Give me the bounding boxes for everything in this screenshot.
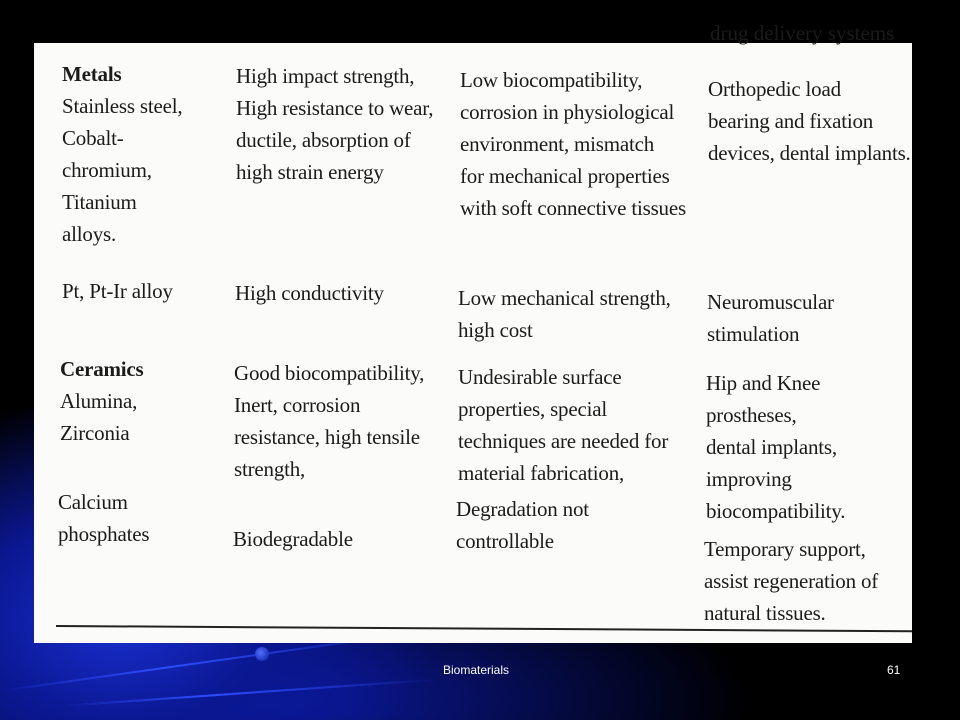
row-ceramics-material: Alumina, Zirconia <box>60 389 138 445</box>
row-metals-title: Metals <box>62 62 122 86</box>
row-ceramics-title: Ceramics <box>60 357 144 381</box>
row-ceramics-advantages: Good biocompatibility, Inert, corrosion resistance, high tensile strength, <box>234 361 425 481</box>
row-pt-applications: Neuromuscular stimulation <box>707 290 834 346</box>
row-pt-material: Pt, Pt-Ir alloy <box>62 279 173 303</box>
row-ceramics-applications: Hip and Knee prostheses, dental implants, improving biocompatibility. <box>706 371 846 523</box>
row-calcium-applications: Temporary support, assist regeneration of natural tissues. <box>704 537 879 625</box>
scanned-table-image <box>34 21 912 643</box>
row-metals-advantages: High impact strength, High resistance to wear, ductile, absorption of high strain energy <box>236 64 434 184</box>
footer-title: Biomaterials <box>443 663 510 677</box>
footer-page-number: 61 <box>887 663 901 677</box>
row-calcium-advantages: Biodegradable <box>233 527 353 551</box>
row-metals-disadvantages: Low biocompatibility, corrosion in physiological environment, mismatch for mechanical properties with soft connective tissues <box>460 68 686 220</box>
row-calcium-disadvantages: Degradation not controllable <box>456 497 589 553</box>
row-pt-disadvantages: Low mechanical strength, high cost <box>458 286 671 342</box>
row-pt-advantages: High conductivity <box>235 281 384 305</box>
cut-off-text: drug delivery systems <box>710 21 895 45</box>
row-metals-applications: Orthopedic load bearing and fixation devices, dental implants. <box>708 77 911 165</box>
row-metals-material: Stainless steel, Cobalt- chromium, Titanium alloys. <box>62 94 183 246</box>
row-ceramics-disadvantages: Undesirable surface properties, special techniques are needed for material fabrication, <box>458 365 669 485</box>
decorative-orb <box>255 647 269 661</box>
row-calcium-material: Calcium phosphates <box>58 490 150 546</box>
